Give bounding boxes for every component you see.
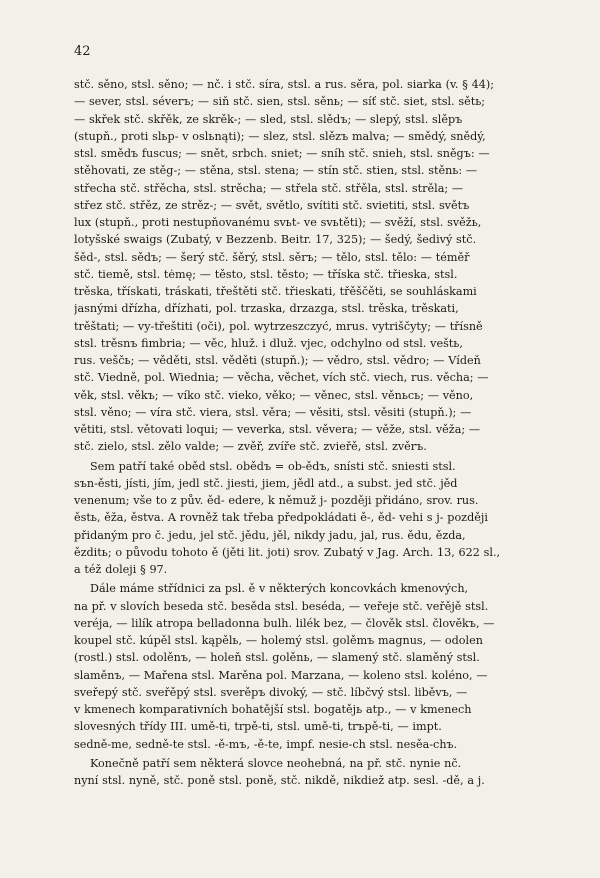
text-line: veréja, — lilík atropa belladonna bulh. lilék bez, — člověk stsl. člověkъ, — (74, 616, 495, 630)
text-line: nyní stsl. nyně, stč. poně stsl. poně, stč. nikdě, nikdiež atp. sesl. -dě, a j. (74, 774, 485, 787)
text-line: přidaným pro č. jedu, jel stč. jědu, jěl, nikdy jadu, jal, rus. ědu, ězda, (74, 528, 466, 542)
text-line: rus. veščь; — věděti, stsl. věděti (stupň.); — vědro, stsl. vědro; — Vídeň (74, 354, 481, 367)
text-line: koupel stč. kúpěl stsl. kąpělь, — holemý stsl. golěmъ magnus, — odolen (74, 634, 483, 647)
page-number: 42 (74, 44, 91, 59)
text-line: — sever, stsl. séverъ; — siň stč. sien, stsl. sěnь; — síť stč. siet, stsl. sětь; (74, 95, 486, 109)
text-line: Sem patří také oběd stsl. obědъ = ob-ědъ, snísti stč. sniesti stsl. (90, 459, 456, 473)
text-line: stč. sěno, stsl. sěno; — nč. i stč. síra, stsl. a rus. sěra, pol. siarka (v. § 44); (74, 78, 494, 91)
text-line: stč. zielo, stsl. zělo valde; — zvěř, zvíře stč. zvieřě, stsl. zvěrъ. (74, 440, 427, 454)
text-line: ěstь, ěža, ěstva. A rovněž tak třeba předpokládati ě-, ěd- vehi s j- později (74, 511, 488, 525)
text-line: stsl. trěsnъ fimbria; — věc, hluž. i dluž. vjec, odchylno od stsl. veštь, (74, 336, 463, 350)
text-line: stěhovati, ze stěg-; — stěna, stsl. stena; — stín stč. stien, stsl. stěnь: — (74, 164, 478, 178)
text-line: lotyšské swaigs (Zubatý, v Bezzenb. Beitr. 17, 325); — šedý, šedivý stč. (74, 233, 477, 247)
paragraph-3 (74, 580, 548, 753)
text-line: lux (stupň., proti nestupňovanému svьt- ve svьtěti); — svěží, stsl. svěžь, (74, 216, 482, 229)
text-line: (stupň., proti slьp- v oslьnąti); — slez, stsl. slězъ malva; — smědý, snědý, (74, 129, 486, 143)
text-line: Konečně patří sem některá slovce neohebná, na př. stč. nynie nč. (90, 756, 462, 770)
text-line: v kmenech komparativních bohatější stsl. bogatějь atp., — v kmenech (74, 703, 472, 716)
text-line: střecha stč. střěcha, stsl. strěcha; — střela stč. střěla, stsl. strěla; — (74, 181, 464, 195)
text-line: trěska, třískati, tráskati, třeštěti stč. třieskati, třěščěti, se souhláskami (74, 285, 477, 298)
text-line: trěštati; — vy-třeštiti (oči), pol. wytrzeszczyć, mrus. vytriščyty; — třísně (74, 319, 483, 333)
text-line: ězditь; o původu tohoto ě (jěti lit. joti) srov. Zubatý v Jag. Arch. 13, 622 sl., (74, 545, 501, 559)
paragraph-4 (74, 755, 548, 790)
text-line: slaměnъ, — Mařena stsl. Marěna pol. Marzana, — koleno stsl. koléno, — (74, 668, 488, 682)
text-line: na př. v slovích beseda stč. besěda stsl. beséda, — veřeje stč. veřějě stsl. (74, 599, 489, 613)
text-line: sъn-ěsti, jísti, jím, jedl stč. jiesti, jiem, jědl atd., a subst. jed stč. jěd (74, 476, 458, 490)
paragraph-1 (74, 76, 548, 456)
text-line: — skřek stč. skřěk, ze skrěk-; — sled, stsl. slědъ; — slepý, stsl. slěpъ (74, 112, 463, 126)
text-line: a též doleji § 97. (74, 563, 168, 576)
text-line: Dále máme střídnici za psl. ě v některých koncovkách kmenových, (90, 582, 469, 596)
text-line: střez stč. střěz, ze strěz-; — svět, světlo, svítiti stč. svietiti, stsl. světъ (74, 198, 470, 212)
text-line: stč. Viedně, pol. Wiednia; — věcha, věchet, vích stč. viech, rus. věcha; — (74, 371, 489, 385)
text-line: venenum; vše to z pův. ěd- edere, k němuž j- později přidáno, srov. rus. (74, 494, 479, 507)
text-line: stsl. věno; — víra stč. viera, stsl. věra; — věsiti, stsl. věsiti (stupň.); — (74, 405, 472, 419)
text-line: stsl. smědъ fuscus; — snět, srbch. sniet; — sníh stč. snieh, stsl. sněgъ: — (74, 147, 490, 160)
text-line: věk, stsl. věkъ; — víko stč. vieko, věko; — věnec, stsl. věnьcь; — věno, (74, 388, 474, 402)
text-line: větiti, stsl. větovati loqui; — veverka, stsl. věvera; — věže, stsl. věža; — (74, 423, 481, 436)
text-line: šěd-, stsl. sědъ; — šerý stč. šěrý, stsl. sěrъ; — tělo, stsl. tělo: — téměř (74, 250, 470, 264)
text-line: sveřepý stč. sveřěpý stsl. sverěpъ divoký, — stč. líbčvý stsl. liběvъ, — (74, 685, 468, 699)
text-line: sedně-me, sedně-te stsl. -ě-mъ, -ě-te, impf. nesie-ch stsl. nesěa-chъ. (74, 737, 458, 751)
text-line: stč. tiemě, stsl. tėmę; — těsto, stsl. těsto; — tříska stč. třieska, stsl. (74, 267, 458, 281)
text-line: jasnými dřízha, dřízhati, pol. trzaska, drzazga, stsl. trěska, trěskati, (74, 302, 459, 316)
paragraph-2 (74, 458, 548, 579)
text-line: slovesných třídy III. umě-ti, trpě-ti, stsl. umě-ti, trъpě-ti, — impt. (74, 720, 442, 734)
text-line: (rostl.) stsl. odolěnъ, — holeň stsl. golěnь, — slamený stč. slaměný stsl. (74, 651, 480, 665)
